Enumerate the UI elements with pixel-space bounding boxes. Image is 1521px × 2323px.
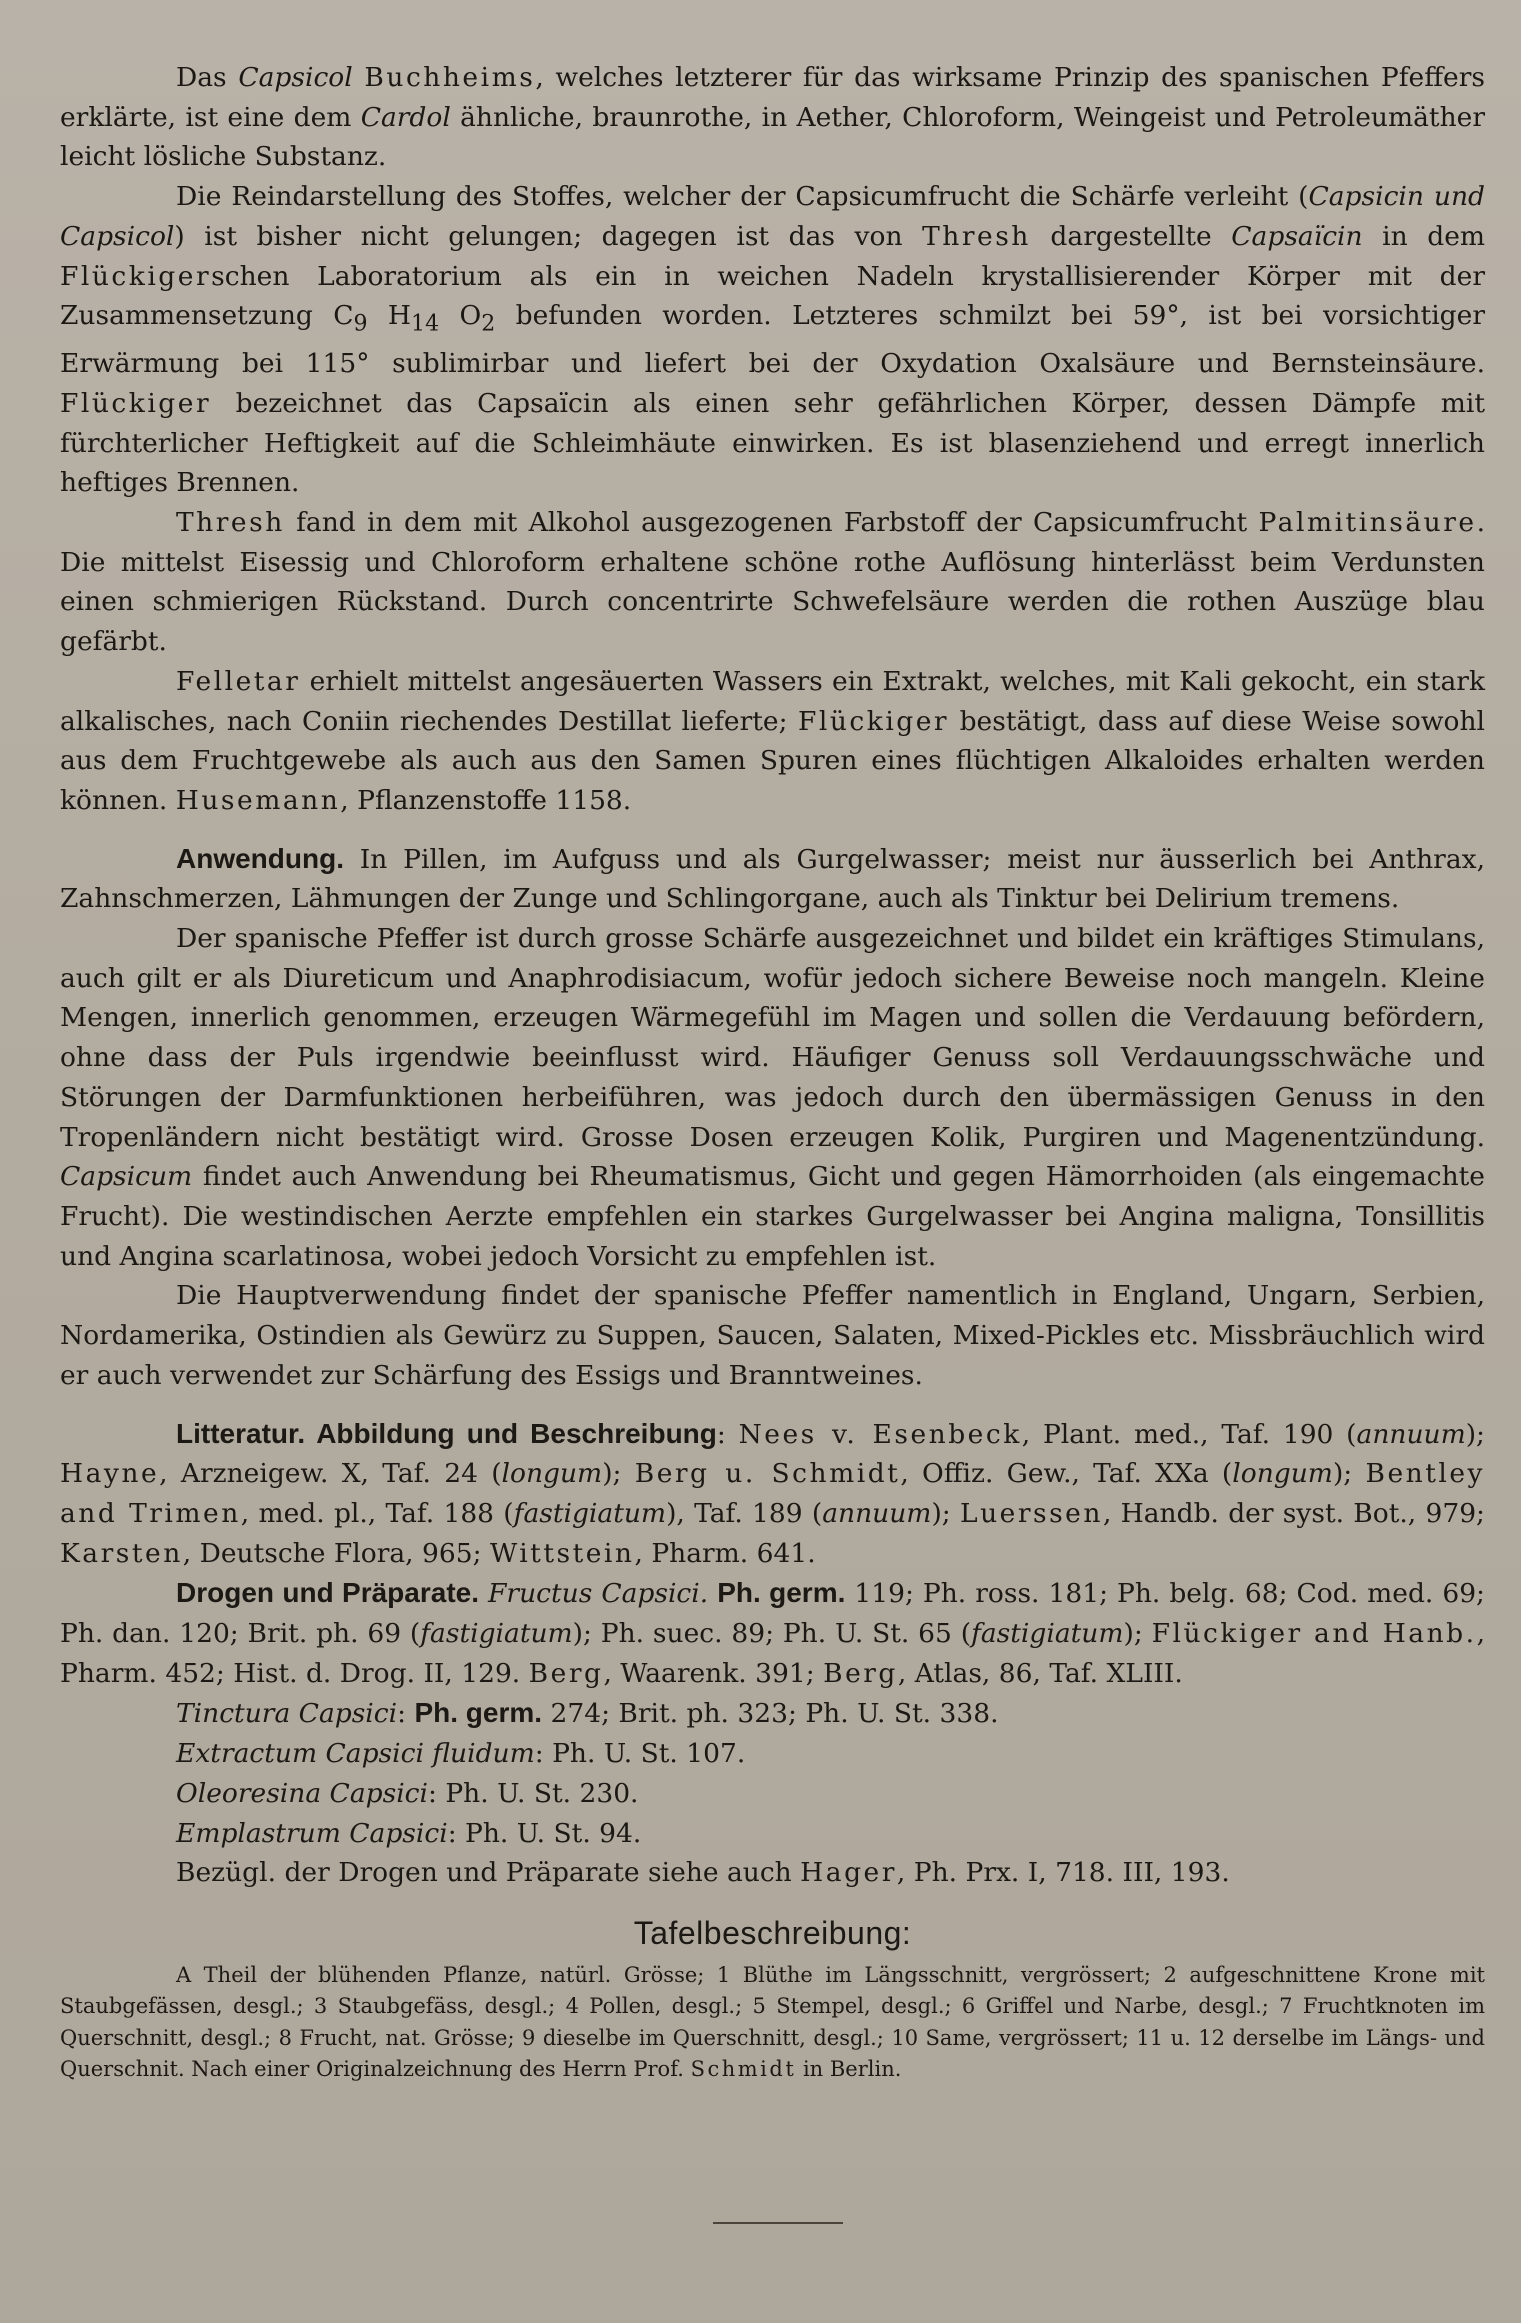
preparation-reference-hager: Bezügl. der Drogen und Präparate siehe auch Hager, Ph. Prx. I, 718. III, 193.: [176, 1857, 1230, 1889]
preparation-emplastrum: Emplastrum Capsici: Ph. U. St. 94.: [176, 1817, 642, 1849]
section-heading-anwendung: Anwendung.: [176, 842, 344, 874]
section-heading-drogen: Drogen und Präparate.: [176, 1577, 480, 1609]
paragraph-capsaicin: Die Reindarstellung des Stoffes, welcher der Capsicumfrucht die Schärfe verleiht (Capsicin und Capsicol) ist bisher nicht gelungen; dagegen ist das von Thresh dargestellte Capsaïcin in dem Flückigerschen Laboratorium als ein in weichen Nadeln krystallisierender Körper mit der Zusammensetzung $C_9$ $H_{14}$ $O_2$ befunden worden. Letzteres schmilzt bei 59°, ist bei vorsichtiger Erwärmung bei 115° sublimirbar und liefert bei der Oxydation Oxalsäure und Bernsteinsäure. Flückiger bezeichnet das Capsaïcin als einen sehr gefährlichen Körper, dessen Dämpfe mit fürchterlicher Heftigkeit auf die Schleimhäute einwirken. Es ist blasenziehend und erregt innerlich heftiges Brennen.: [60, 181, 1486, 499]
main-text-column: [60, 58, 1485, 2086]
paragraph-capsicol: Das Capsicol Buchheims, welches letzterer für das wirksame Prinzip des spanischen Pfeffers erklärte, ist eine dem Cardol ähnliche, braunrothe, in Aether, Chloroform, Weingeist und Petroleumäther leicht lösliche Substanz.: [60, 62, 1485, 173]
tafel-heading: Tafelbeschreibung:: [633, 1914, 912, 1951]
section-litteratur: Litteratur. Abbildung und Beschreibung: Nees v. Esenbeck, Plant. med., Taf. 190 (annuum); Hayne, Arzneigew. X, Taf. 24 (longum); Berg u. Schmidt, Offiz. Gew., Taf. XXa (longum); Bentley and Trimen, med. pl., Taf. 188 (fastigiatum), Taf. 189 (annuum); Luerssen, Handb. der syst. Bot., 979; Karsten, Deutsche Flora, 965; Wittstein, Pharm. 641.: [60, 1417, 1485, 1569]
closing-rule: [713, 2222, 843, 2224]
preparation-oleoresina: Oleoresina Capsici: Ph. U. St. 230.: [176, 1777, 639, 1809]
tafel-description: [60, 1960, 1485, 2086]
tafel-description-text: A Theil der blühenden Pflanze, natürl. Grösse; 1 Blüthe im Längsschnitt, vergrössert; 2 aufgeschnittene Krone mit Staubgefässen, desgl.; 3 Staubgefäss, desgl.; 4 Pollen, desgl.; 5 Stempel, desgl.; 6 Griffel und Narbe, desgl.; 7 Fruchtknoten im Querschnitt, desgl.; 8 Frucht, nat. Grösse; 9 dieselbe im Querschnitt, desgl.; 10 Same, vergrössert; 11 u. 12 derselbe im Längs- und Querschnit. Nach einer Originalzeichnung des Herrn Prof. Schmidt in Berlin.: [60, 1962, 1485, 2082]
paragraph-thresh: Thresh fand in dem mit Alkohol ausgezogenen Farbstoff der Capsicumfrucht Palmitinsäure. Die mittelst Eisessig und Chloroform erhaltene schöne rothe Auflösung hinterlässt beim Verdunsten einen schmierigen Rückstand. Durch concentrirte Schwefelsäure werden die rothen Auszüge blau gefärbt.: [60, 507, 1485, 658]
section-drogen: Drogen und Präparate. Fructus Capsici. Ph. germ. 119; Ph. ross. 181; Ph. belg. 68; Cod. med. 69; Ph. dan. 120; Brit. ph. 69 (fastigiatum); Ph. suec. 89; Ph. U. St. 65 (fastigiatum); Flückiger and Hanb., Pharm. 452; Hist. d. Drog. II, 129. Berg, Waarenk. 391; Berg, Atlas, 86, Taf. XLIII.: [60, 1577, 1485, 1689]
preparations-list: [60, 1693, 1485, 1893]
paragraph-hauptverwendung: Die Hauptverwendung findet der spanische Pfeffer namentlich in England, Ungarn, Serbien, Nordamerika, Ostindien als Gewürz zu Suppen, Saucen, Salaten, Mixed-Pickles etc. Missbräuchlich wird er auch verwendet zur Schärfung des Essigs und Branntweines.: [60, 1280, 1485, 1391]
preparation-extractum: Extractum Capsici fluidum: Ph. U. St. 107.: [176, 1738, 746, 1770]
section-anwendung: Anwendung. In Pillen, im Aufguss und als Gurgelwasser; meist nur äusserlich bei Anthrax, Zahnschmerzen, Lähmungen der Zunge und Schlingorgane, auch als Tinktur bei Delirium tremens.: [60, 842, 1485, 915]
preparation-tinctura: Tinctura Capsici: Ph. germ. 274; Brit. ph. 323; Ph. U. St. 338.: [176, 1697, 999, 1730]
paragraph-felletar: Felletar erhielt mittelst angesäuerten Wassers ein Extrakt, welches, mit Kali gekocht, ein stark alkalisches, nach Coniin riechendes Destillat lieferte; Flückiger bestätigt, dass auf diese Weise sowohl aus dem Fruchtgewebe als auch aus den Samen Spuren eines flüchtigen Alkaloides erhalten werden können. Husemann, Pflanzenstoffe 1158.: [60, 665, 1486, 816]
paragraph-spanischer-pfeffer: Der spanische Pfeffer ist durch grosse Schärfe ausgezeichnet und bildet ein kräftiges Stimulans, auch gilt er als Diureticum und Anaphrodisiacum, wofür jedoch sichere Beweise noch mangeln. Kleine Mengen, innerlich genommen, erzeugen Wärmegefühl im Magen und sollen die Verdauung befördern, ohne dass der Puls irgendwie beeinflusst wird. Häufiger Genuss soll Verdauungsschwäche und Störungen der Darmfunktionen herbeiführen, was jedoch durch den übermässigen Genuss in den Tropenländern nicht bestätigt wird. Grosse Dosen erzeugen Kolik, Purgiren und Magenentzündung. Capsicum findet auch Anwendung bei Rheumatismus, Gicht und gegen Hämorrhoiden (als eingemachte Frucht). Die westindischen Aerzte empfehlen ein starkes Gurgelwasser bei Angina maligna, Tonsillitis und Angina scarlatinosa, wobei jedoch Vorsicht zu empfehlen ist.: [60, 923, 1485, 1272]
section-heading-litteratur: Litteratur. Abbildung und Beschreibung: [176, 1417, 717, 1449]
